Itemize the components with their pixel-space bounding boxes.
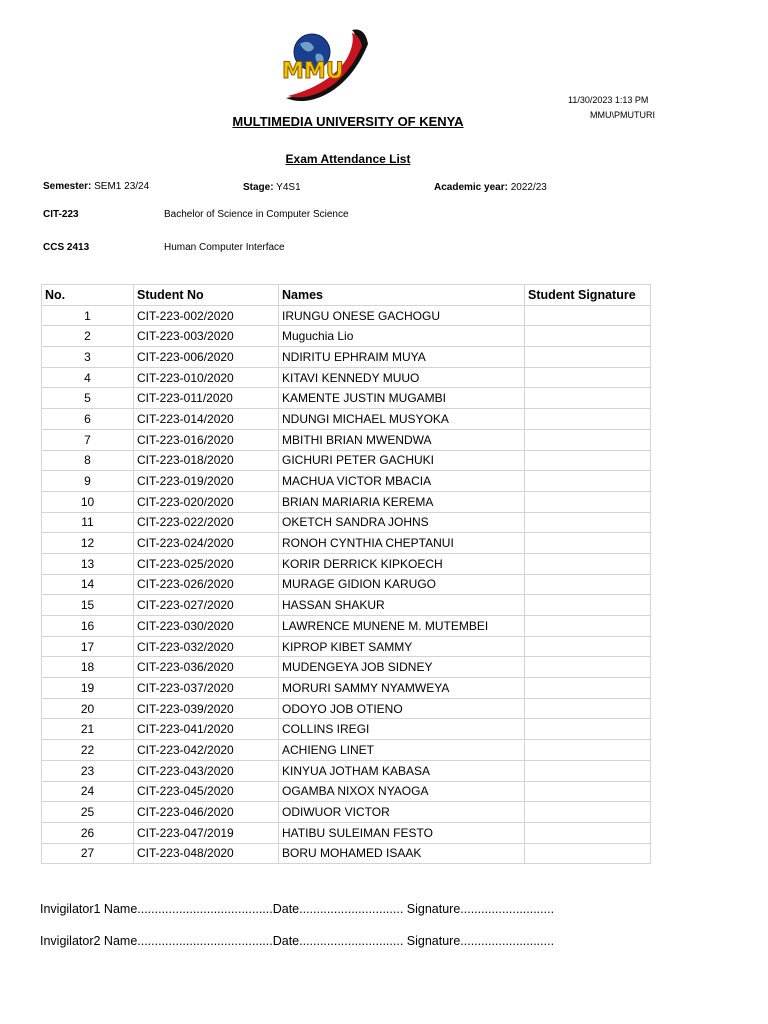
student-name: MACHUA VICTOR MBACIA — [279, 471, 525, 492]
mmu-logo-graphic — [278, 24, 374, 108]
student-number: CIT-223-037/2020 — [134, 678, 279, 699]
student-name: HATIBU SULEIMAN FESTO — [279, 822, 525, 843]
invigilator2-line: Invigilator2 Name.......................................Date.............................. Signature........................... — [40, 934, 555, 948]
row-number: 21 — [42, 719, 134, 740]
header-signature: Student Signature — [525, 285, 651, 306]
table-row — [42, 347, 651, 368]
student-name: OGAMBA NIXOX NYAOGA — [279, 781, 525, 802]
student-number: CIT-223-048/2020 — [134, 843, 279, 864]
student-name: BORU MOHAMED ISAAK — [279, 843, 525, 864]
table-row — [42, 760, 651, 781]
programme-name: Bachelor of Science in Computer Science — [164, 209, 349, 220]
signature-cell — [525, 326, 651, 347]
table-row — [42, 636, 651, 657]
university-name: MULTIMEDIA UNIVERSITY OF KENYA — [232, 114, 464, 129]
student-number: CIT-223-002/2020 — [134, 305, 279, 326]
student-name: NDUNGI MICHAEL MUSYOKA — [279, 409, 525, 430]
signature-cell — [525, 760, 651, 781]
student-number: CIT-223-046/2020 — [134, 802, 279, 823]
academic-year-info — [434, 182, 547, 193]
signature-cell — [525, 802, 651, 823]
student-number: CIT-223-022/2020 — [134, 512, 279, 533]
table-row — [42, 491, 651, 512]
printed-by-user: MMU\PMUTURI — [590, 110, 655, 120]
student-number: CIT-223-024/2020 — [134, 533, 279, 554]
student-name: MURAGE GIDION KARUGO — [279, 574, 525, 595]
signature-cell — [525, 822, 651, 843]
row-number: 10 — [42, 491, 134, 512]
table-row — [42, 512, 651, 533]
table-row — [42, 305, 651, 326]
student-number: CIT-223-010/2020 — [134, 367, 279, 388]
signature-cell — [525, 450, 651, 471]
invigilator1-line: Invigilator1 Name.......................................Date.............................. Signature........................... — [40, 902, 555, 916]
table-row — [42, 657, 651, 678]
table-row — [42, 781, 651, 802]
row-number: 11 — [42, 512, 134, 533]
student-name: OKETCH SANDRA JOHNS — [279, 512, 525, 533]
table-row — [42, 740, 651, 761]
student-name: HASSAN SHAKUR — [279, 595, 525, 616]
student-name: ODIWUOR VICTOR — [279, 802, 525, 823]
row-number: 23 — [42, 760, 134, 781]
academic-year-label: Academic year: — [434, 182, 508, 193]
student-number: CIT-223-039/2020 — [134, 698, 279, 719]
header-names: Names — [279, 285, 525, 306]
row-number: 25 — [42, 802, 134, 823]
student-number: CIT-223-026/2020 — [134, 574, 279, 595]
row-number: 20 — [42, 698, 134, 719]
signature-cell — [525, 616, 651, 637]
signature-cell — [525, 740, 651, 761]
student-number: CIT-223-042/2020 — [134, 740, 279, 761]
course-name: Human Computer Interface — [164, 242, 285, 253]
student-name: KINYUA JOTHAM KABASA — [279, 760, 525, 781]
student-name: KITAVI KENNEDY MUUO — [279, 367, 525, 388]
signature-cell — [525, 719, 651, 740]
signature-cell — [525, 574, 651, 595]
signature-cell — [525, 698, 651, 719]
academic-year-value: 2022/23 — [510, 182, 547, 193]
student-number: CIT-223-045/2020 — [134, 781, 279, 802]
signature-cell — [525, 409, 651, 430]
row-number: 8 — [42, 450, 134, 471]
student-name: MBITHI BRIAN MWENDWA — [279, 429, 525, 450]
semester-info — [43, 181, 149, 192]
table-row — [42, 698, 651, 719]
student-number: CIT-223-016/2020 — [134, 429, 279, 450]
student-name: MORURI SAMMY NYAMWEYA — [279, 678, 525, 699]
signature-cell — [525, 471, 651, 492]
signature-cell — [525, 347, 651, 368]
row-number: 24 — [42, 781, 134, 802]
row-number: 15 — [42, 595, 134, 616]
row-number: 17 — [42, 636, 134, 657]
row-number: 3 — [42, 347, 134, 368]
table-row — [42, 388, 651, 409]
print-timestamp: 11/30/2023 1:13 PM — [568, 95, 649, 105]
student-name: KIPROP KIBET SAMMY — [279, 636, 525, 657]
row-number: 1 — [42, 305, 134, 326]
table-row — [42, 533, 651, 554]
table-row — [42, 409, 651, 430]
student-number: CIT-223-030/2020 — [134, 616, 279, 637]
row-number: 16 — [42, 616, 134, 637]
row-number: 5 — [42, 388, 134, 409]
row-number: 19 — [42, 678, 134, 699]
row-number: 14 — [42, 574, 134, 595]
student-name: COLLINS IREGI — [279, 719, 525, 740]
student-name: KORIR DERRICK KIPKOECH — [279, 553, 525, 574]
table-row — [42, 450, 651, 471]
student-number: CIT-223-027/2020 — [134, 595, 279, 616]
row-number: 12 — [42, 533, 134, 554]
row-number: 22 — [42, 740, 134, 761]
signature-cell — [525, 636, 651, 657]
page-title: Exam Attendance List — [285, 152, 411, 166]
table-row — [42, 574, 651, 595]
student-number: CIT-223-047/2019 — [134, 822, 279, 843]
table-row — [42, 326, 651, 347]
signature-cell — [525, 533, 651, 554]
stage-value: Y4S1 — [276, 182, 301, 193]
student-number: CIT-223-006/2020 — [134, 347, 279, 368]
semester-label: Semester: — [43, 181, 92, 192]
header-no: No. — [42, 285, 134, 306]
student-number: CIT-223-032/2020 — [134, 636, 279, 657]
row-number: 4 — [42, 367, 134, 388]
table-row — [42, 429, 651, 450]
row-number: 13 — [42, 553, 134, 574]
student-name: NDIRITU EPHRAIM MUYA — [279, 347, 525, 368]
programme-code: CIT-223 — [43, 209, 79, 220]
row-number: 18 — [42, 657, 134, 678]
attendance-rows — [42, 305, 651, 864]
stage-label: Stage: — [243, 182, 274, 193]
signature-cell — [525, 367, 651, 388]
row-number: 6 — [42, 409, 134, 430]
table-row — [42, 843, 651, 864]
student-number: CIT-223-003/2020 — [134, 326, 279, 347]
header-student-no: Student No — [134, 285, 279, 306]
student-number: CIT-223-011/2020 — [134, 388, 279, 409]
student-number: CIT-223-014/2020 — [134, 409, 279, 430]
student-number: CIT-223-020/2020 — [134, 491, 279, 512]
signature-cell — [525, 429, 651, 450]
course-code: CCS 2413 — [43, 242, 90, 253]
table-row — [42, 678, 651, 699]
table-row — [42, 553, 651, 574]
student-name: GICHURI PETER GACHUKI — [279, 450, 525, 471]
attendance-table — [41, 284, 651, 864]
row-number: 26 — [42, 822, 134, 843]
logo-text: MMU — [282, 59, 344, 84]
stage-info — [243, 182, 301, 193]
table-row — [42, 595, 651, 616]
signature-cell — [525, 553, 651, 574]
row-number: 9 — [42, 471, 134, 492]
signature-cell — [525, 781, 651, 802]
student-name: IRUNGU ONESE GACHOGU — [279, 305, 525, 326]
table-row — [42, 367, 651, 388]
student-number: CIT-223-041/2020 — [134, 719, 279, 740]
signature-cell — [525, 657, 651, 678]
student-number: CIT-223-043/2020 — [134, 760, 279, 781]
student-name: MUDENGEYA JOB SIDNEY — [279, 657, 525, 678]
student-name: ODOYO JOB OTIENO — [279, 698, 525, 719]
table-row — [42, 822, 651, 843]
table-row — [42, 802, 651, 823]
signature-cell — [525, 512, 651, 533]
row-number: 2 — [42, 326, 134, 347]
student-name: ACHIENG LINET — [279, 740, 525, 761]
student-name: Muguchia Lio — [279, 326, 525, 347]
signature-cell — [525, 595, 651, 616]
student-name: BRIAN MARIARIA KEREMA — [279, 491, 525, 512]
student-number: CIT-223-019/2020 — [134, 471, 279, 492]
row-number: 7 — [42, 429, 134, 450]
signature-cell — [525, 388, 651, 409]
table-header-row — [42, 285, 651, 306]
student-name: LAWRENCE MUNENE M. MUTEMBEI — [279, 616, 525, 637]
table-row — [42, 471, 651, 492]
student-number: CIT-223-036/2020 — [134, 657, 279, 678]
signature-cell — [525, 843, 651, 864]
student-number: CIT-223-018/2020 — [134, 450, 279, 471]
row-number: 27 — [42, 843, 134, 864]
university-logo — [278, 24, 374, 108]
table-row — [42, 719, 651, 740]
signature-cell — [525, 305, 651, 326]
table-row — [42, 616, 651, 637]
signature-cell — [525, 678, 651, 699]
student-name: KAMENTE JUSTIN MUGAMBI — [279, 388, 525, 409]
student-name: RONOH CYNTHIA CHEPTANUI — [279, 533, 525, 554]
student-number: CIT-223-025/2020 — [134, 553, 279, 574]
semester-value: SEM1 23/24 — [94, 181, 150, 192]
signature-cell — [525, 491, 651, 512]
